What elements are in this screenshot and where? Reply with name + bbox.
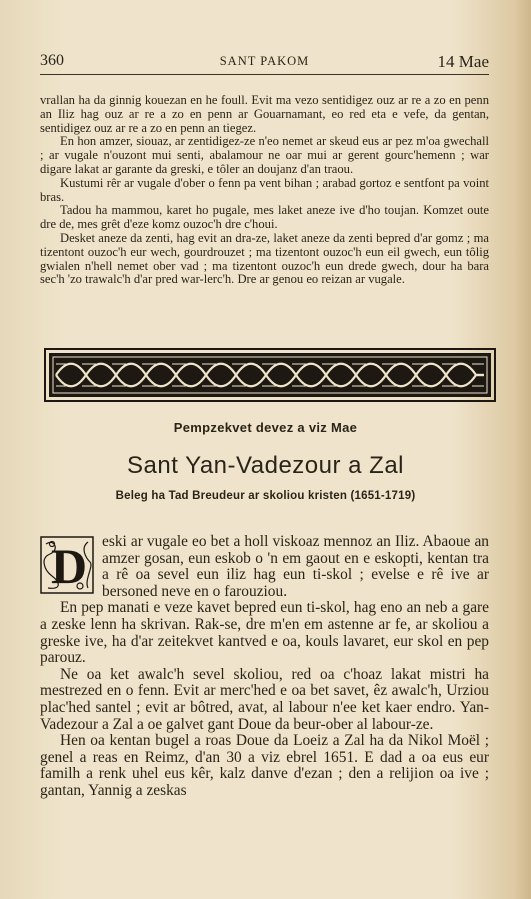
page-number: 360 xyxy=(40,52,64,69)
drop-cap-d-icon xyxy=(40,536,94,594)
feast-day-heading: Pempzekvet devez a viz Mae xyxy=(173,420,358,435)
saint-title: Sant Yan-Vadezour a Zal xyxy=(127,452,404,479)
page-header xyxy=(40,52,489,75)
previous-section-text xyxy=(40,94,489,287)
paragraph: Desket aneze da zenti, hag evit an dra-ze, laket aneze da zenti bepred d'ar gomz ; ma tizentont ouzoc'h eur wech, gourdrouzet ; ma tizentont ouzoc'h eun eil gwech, eun tôlig gwialen n'hell nemet ober vad ; ma tizentont ouzoc'h eun drede gwech, dour ha bara sec'h 'zo trawalc'h d'ar pred war-lerc'h. Dre ar genou eo reizan ar vugale. xyxy=(40,230,489,287)
celtic-knot-ornament xyxy=(44,348,496,402)
paragraph: Tadou ha mammou, karet ho pugale, mes laket aneze ive d'ho toujan. Komzet oute dre de, mes grêt d'eze komz ouzoc'h dre c'houi. xyxy=(40,203,489,232)
main-text xyxy=(40,534,489,800)
paragraph: En hon amzer, siouaz, ar zentidigez-ze n'eo nemet ar skeud eus ar pez m'oa gwechall ; ar vugale n'ouzont mui senti, abalamour ne oar mui ar gerent gourc'hemenn ; war digare lakat ar garante da greski, e tôler an doujanz d'an traou. xyxy=(40,134,489,176)
saint-subtitle: Beleg ha Tad Breudeur ar skoliou kristen (1651-1719) xyxy=(115,490,416,502)
page-date: 14 Mae xyxy=(437,52,489,71)
paragraph: Ne oa ket awalc'h sevel skoliou, red oa c'hoaz lakat mistri ha mestrezed en o fenn. Evit ar merc'hed e oa bet savet, êz awalc'h, Urziou plac'hed santel ; evit ar bôtred, avat, al labour n'ee ket kaer endro. Yan-Vadezour a Zal a oe galvet gant Doue da beur-ober al labour-ze. xyxy=(40,665,489,733)
paragraph: En pep manati e veze kavet bepred eun ti-skol, hag eno an neb a gare a zeske lenn ha skrivan. Rak-se, dre m'en em astenne ar fe, ar skoliou a greske ive, ha d'ar zeitekvet kantved e oa, kouls lavaret, eur skol en pep parouz. xyxy=(40,599,489,667)
paragraph: eski ar vugale eo bet a holl viskoaz mennoz an Iliz. Abaoue an amzer gosan, eun eskob o 'n em gaout en e eskopti, kentan tra a rê oa sevel eun iliz hag eun ti-skol ; evelse e rê ive ar bersoned neve en o farouziou. xyxy=(102,533,489,600)
paragraph: vrallan ha da ginnig kouezan en he foull. Evit ma vezo sentidigez ouz ar re a zo en penn an Iliz hag ouz ar re a zo en penn ar Gouarnamant, eo red eta e vefe, da gentan, sentidigez ouz ar re a zo en penn an tiegez. xyxy=(40,93,489,135)
paragraph: Hen oa kentan bugel a roas Doue da Loeiz a Zal ha da Nikol Moël ; genel a reas en Reimz, d'an 30 a viz ebrel 1651. E dad a oa eus eur familh a renk uhel eus kêr, kalz danve d'ezan ; den a relijion oa ive ; gantan, Yannig a zeskas xyxy=(40,732,489,799)
running-title: SANT PAKOM xyxy=(219,54,310,68)
paragraph: Kustumi rêr ar vugale d'ober o fenn pa vent bihan ; arabad gortoz e sentfont pa voint bras. xyxy=(40,175,489,204)
drop-cap-letter: D xyxy=(50,538,88,594)
